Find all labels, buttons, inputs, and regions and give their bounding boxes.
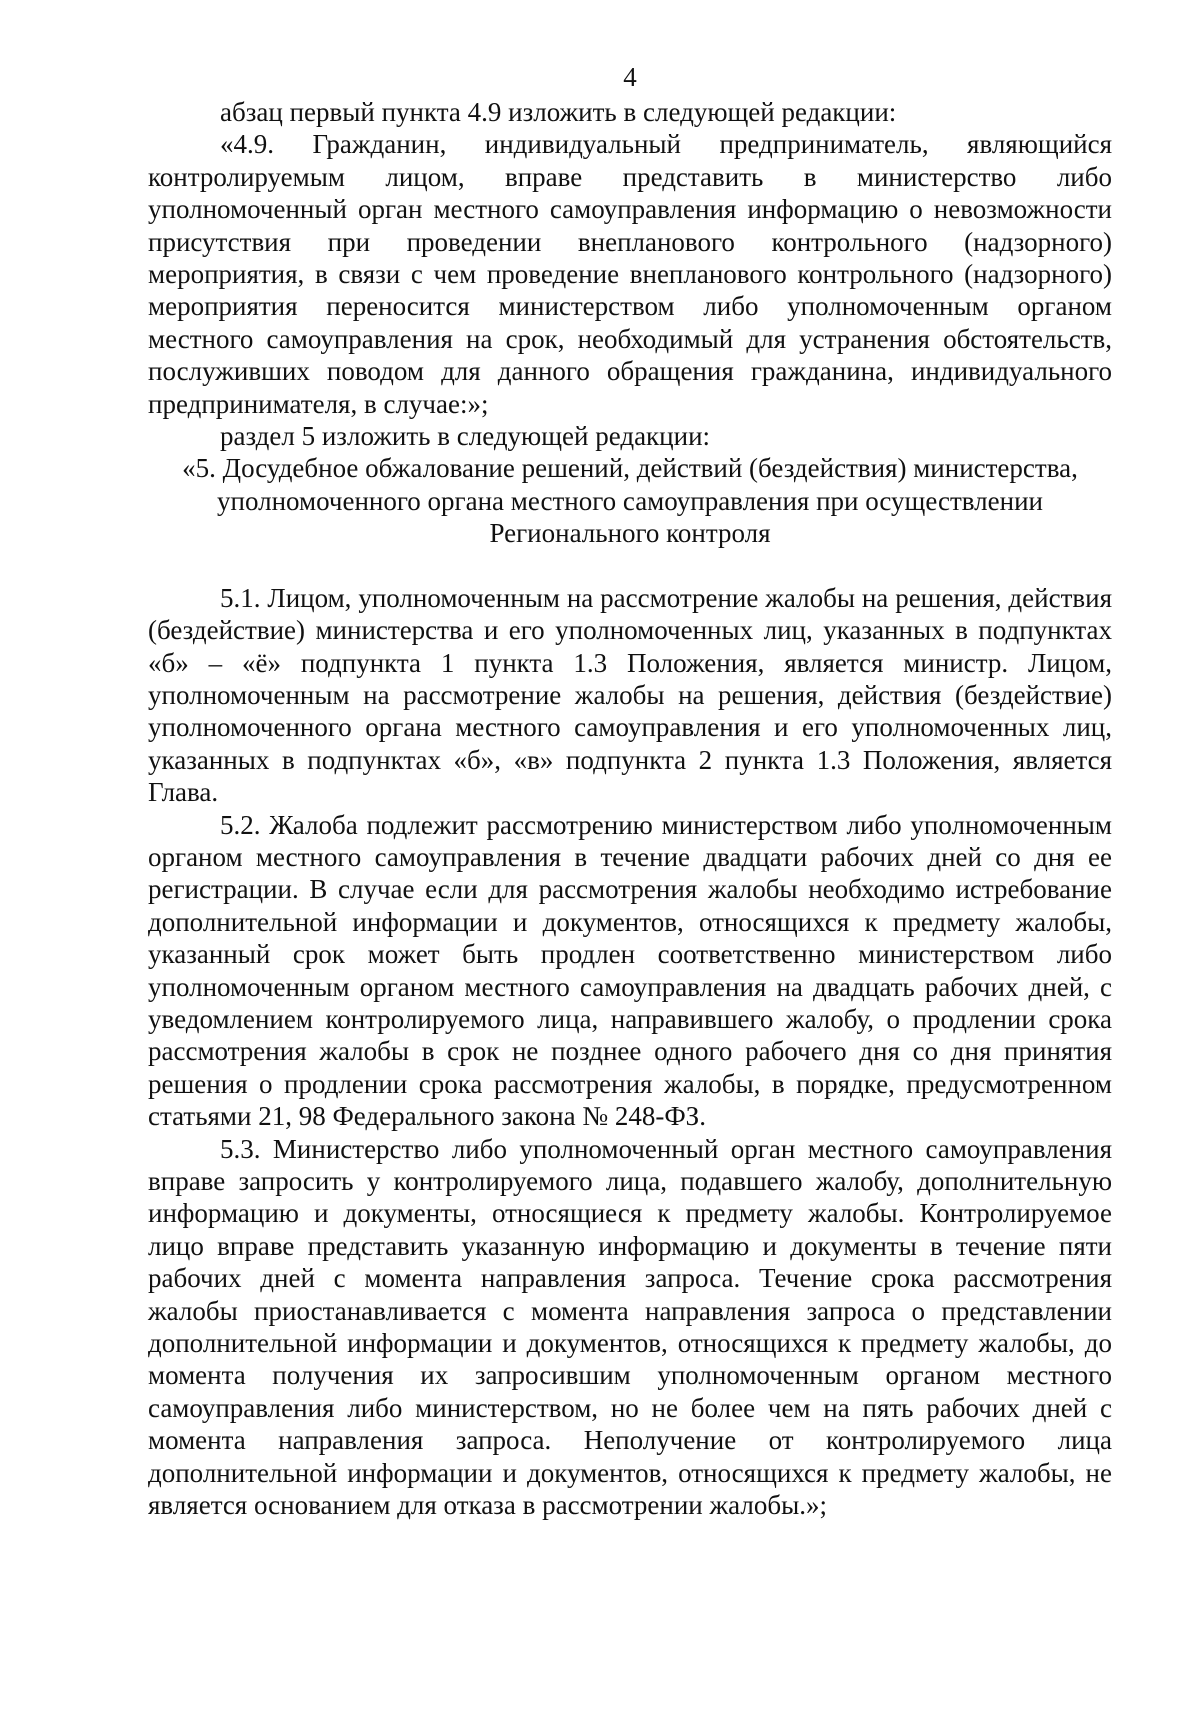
clause-5-1: 5.1. Лицом, уполномоченным на рассмотрение жалобы на решения, действия (бездействие) министерства и его уполномоченных лиц, указанных в подпунктах «б» – «ё» подпункта 1 пункта 1.3 Положения, является министр. Лицом, уполномоченным на рассмотрение жалобы на решения, действия (бездействие) уполномоченного органа местного самоуправления и его уполномоченных лиц, указанных в подпунктах «б», «в» подпункта 2 пункта 1.3 Положения, является Глава. bbox=[148, 582, 1112, 808]
amendment-intro-section-5: раздел 5 изложить в следующей редакции: bbox=[220, 421, 711, 452]
amendment-intro-4-9: абзац первый пункта 4.9 изложить в следующей редакции: bbox=[220, 97, 897, 127]
clause-5-3: 5.3. Министерство либо уполномоченный орган местного самоуправления вправе запросить у контролируемого лица, подавшего жалобу, дополнительную информацию и документы, относящиеся к предмету жалобы. Контролируемое лицо вправе представить указанную информацию и документы в течение пяти рабочих дней с момента направления запроса. Течение срока рассмотрения жалобы приостанавливается с момента направления запроса о представлении дополнительной информации и документов, относящихся к предмету жалобы, до момента получения их запросившим уполномоченным органом местного самоуправления либо министерством, но не более чем на пять рабочих дней с момента направления запроса. Неполучение от контролируемого лица дополнительной информации и документов, относящихся к предмету жалобы, не является основанием для отказа в рассмотрении жалобы.»; bbox=[148, 1133, 1112, 1521]
document-page bbox=[148, 60, 1112, 1680]
section-5-title: «5. Досудебное обжалование решений, действий (бездействия) министерства, уполномоченного органа местного самоуправления при осуществлении Регионального контроля bbox=[182, 453, 1078, 549]
clause-5-2: 5.2. Жалоба подлежит рассмотрению министерством либо уполномоченным органом местного самоуправления в течение двадцати рабочих дней со дня ее регистрации. В случае если для рассмотрения жалобы необходимо истребование дополнительной информации и документов, относящихся к предмету жалобы, указанный срок может быть продлен соответственно министерством либо уполномоченным органом местного самоуправления на двадцать рабочих дней, с уведомлением контролируемого лица, направившего жалобу, о продлении срока рассмотрения жалобы в срок не позднее одного рабочего дня со дня принятия решения о продлении срока рассмотрения жалобы, в порядке, предусмотренном статьями 21, 98 Федерального закона № 248-ФЗ. bbox=[148, 809, 1112, 1132]
page-number: 4 bbox=[623, 62, 637, 92]
clause-4-9-text: «4.9. Гражданин, индивидуальный предприниматель, являющийся контролируемым лицом, вправе представить в министерство либо уполномоченный орган местного самоуправления информацию о невозможности присутствия при проведении внепланового контрольного (надзорного) мероприятия, в связи с чем проведение внепланового контрольного (надзорного) мероприятия переносится министерством либо уполномоченным органом местного самоуправления на срок, необходимый для устранения обстоятельств, послуживших поводом для данного обращения гражданина, индивидуального предпринимателя, в случае:»; bbox=[148, 129, 1112, 419]
